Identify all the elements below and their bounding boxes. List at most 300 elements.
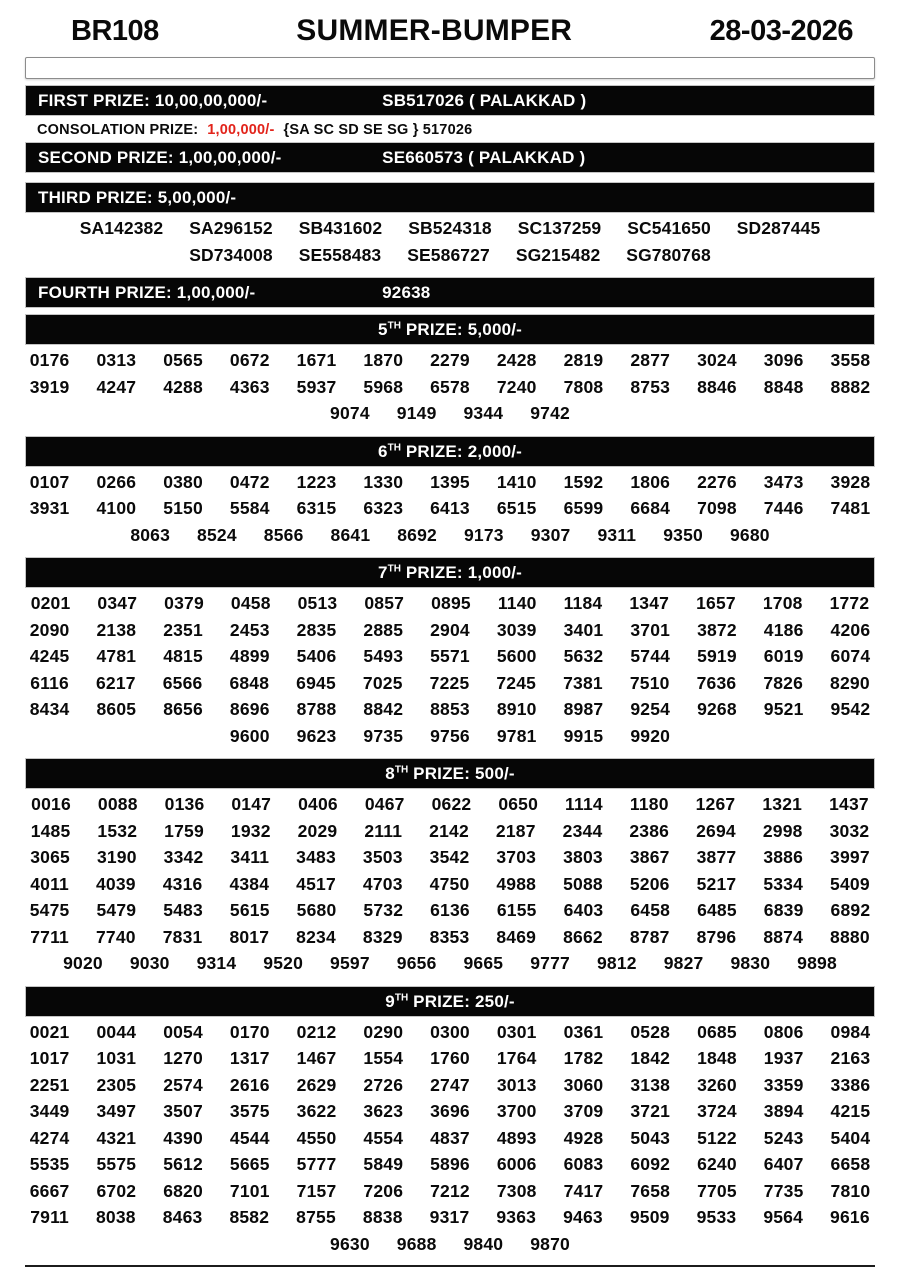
ticket-number: 3411: [230, 847, 270, 867]
ticket-number: 7225: [429, 672, 470, 693]
fourth-prize-bar: [25, 277, 875, 308]
number-row: [25, 1019, 875, 1046]
ticket-number: 1848: [697, 1048, 737, 1068]
ticket-number: SD734008: [189, 244, 273, 265]
ticket-number: 6092: [630, 1154, 671, 1174]
ticket-number: 8524: [197, 524, 237, 545]
consolation-row: [25, 116, 875, 140]
ticket-number: 9463: [563, 1207, 603, 1227]
ticket-number: 8063: [130, 524, 171, 545]
ticket-number: 5122: [697, 1127, 737, 1148]
fifth-prize-header: [25, 314, 875, 345]
ticket-number: 8755: [296, 1207, 336, 1227]
second-prize-winner: SE660573 ( PALAKKAD ): [382, 148, 586, 167]
ticket-number: 5493: [363, 646, 404, 666]
third-prize-numbers: [25, 213, 875, 271]
ticket-number: 7658: [630, 1180, 671, 1201]
ticket-number: 0170: [229, 1021, 270, 1042]
ticket-number: 4288: [163, 376, 203, 397]
ticket-number: 0672: [229, 350, 270, 370]
ticket-number: 5632: [563, 646, 604, 666]
ticket-number: 3013: [496, 1074, 537, 1095]
ticket-number: 6848: [229, 672, 270, 693]
ticket-number: SA142382: [79, 218, 164, 238]
ticket-number: 4703: [362, 873, 403, 894]
ticket-number: 8696: [229, 699, 270, 719]
ticket-number: 5612: [163, 1154, 203, 1174]
ticket-number: 9020: [63, 953, 103, 973]
ticket-number: 5483: [163, 900, 203, 920]
ticket-number: 5744: [630, 646, 671, 666]
ticket-number: 7911: [30, 1207, 69, 1227]
ticket-number: 3558: [830, 350, 871, 370]
ticket-number: 0147: [231, 794, 272, 814]
number-row: [25, 1204, 875, 1231]
ticket-number: 0290: [363, 1021, 404, 1042]
number-row: [25, 643, 875, 670]
ticket-number: 0088: [97, 794, 138, 814]
prize-ordinal-suffix: TH: [394, 764, 409, 776]
ticket-number: 4039: [95, 873, 136, 894]
prize-amount-label: PRIZE: 1,000/-: [400, 563, 523, 582]
ticket-number: 2251: [29, 1074, 70, 1095]
fifth-prize-numbers: [25, 345, 875, 430]
number-row: [25, 670, 875, 697]
ticket-number: 4186: [763, 619, 804, 640]
ticket-number: 5243: [763, 1127, 804, 1148]
ticket-number: 3867: [629, 847, 670, 867]
ticket-number: 0347: [97, 593, 138, 613]
number-row: [25, 897, 875, 924]
ticket-number: 4517: [296, 873, 336, 894]
prize-ordinal: 8: [385, 764, 395, 783]
ticket-number: 2453: [229, 619, 270, 640]
ticket-number: SD287445: [736, 218, 821, 238]
ticket-number: 8753: [630, 376, 671, 397]
ticket-number: 3803: [563, 847, 603, 867]
number-row: [25, 617, 875, 644]
number-row: [25, 1045, 875, 1072]
ticket-number: 8853: [430, 699, 470, 719]
ticket-number: 3359: [763, 1074, 804, 1095]
ticket-number: 3473: [763, 471, 804, 492]
ticket-number: 1657: [696, 593, 736, 613]
ticket-number: 4215: [830, 1101, 871, 1121]
ticket-number: 1485: [30, 820, 71, 841]
ticket-number: 6945: [296, 672, 336, 693]
ticket-number: 6599: [563, 498, 604, 518]
ticket-number: 4390: [163, 1127, 203, 1148]
ticket-number: 6323: [363, 498, 404, 518]
ticket-number: 4544: [229, 1127, 270, 1148]
number-row: [25, 924, 875, 951]
ticket-number: 5849: [363, 1154, 404, 1174]
ticket-number: 2904: [430, 619, 470, 640]
ticket-number: 5600: [496, 646, 537, 666]
ticket-number: 4321: [96, 1127, 137, 1148]
ticket-number: 5777: [296, 1154, 337, 1174]
ticket-number: 2090: [29, 619, 70, 640]
ticket-number: 9735: [363, 725, 404, 746]
prize-ordinal-suffix: TH: [387, 320, 401, 332]
number-row: [25, 215, 875, 242]
fourth-prize-label: FOURTH PRIZE: 1,00,000/-: [38, 283, 256, 302]
ticket-number: 3872: [697, 619, 737, 640]
ticket-number: 4837: [430, 1127, 470, 1148]
ticket-number: 9665: [463, 953, 504, 973]
ticket-number: 2279: [430, 350, 470, 370]
ticket-number: 4815: [163, 646, 203, 666]
number-row: [25, 950, 875, 977]
ticket-number: 4206: [830, 619, 871, 640]
ticket-number: 3449: [29, 1101, 70, 1121]
ticket-number: 1467: [296, 1048, 337, 1068]
ticket-number: 3483: [296, 847, 336, 867]
ticket-number: SE586727: [407, 244, 490, 265]
ticket-number: 1806: [630, 471, 671, 492]
ticket-number: 3575: [229, 1101, 270, 1121]
ticket-number: 5088: [563, 873, 603, 894]
ticket-number: 9830: [730, 953, 771, 973]
ticket-number: 1031: [96, 1048, 137, 1068]
ticket-number: 9781: [496, 725, 537, 746]
third-prize-label: THIRD PRIZE: 5,00,000/-: [38, 188, 237, 207]
ticket-number: 2111: [364, 820, 403, 841]
ticket-number: 1267: [695, 794, 736, 814]
ticket-number: 9173: [463, 524, 504, 545]
ticket-number: 4011: [30, 873, 69, 894]
ticket-number: 5150: [163, 498, 203, 518]
ticket-number: 0458: [230, 593, 271, 613]
ticket-number: 5206: [629, 873, 670, 894]
ticket-number: 0300: [430, 1021, 470, 1042]
ticket-number: 5575: [96, 1154, 137, 1174]
ticket-number: 9344: [463, 403, 504, 423]
ticket-number: 3724: [697, 1101, 737, 1121]
ticket-number: 7510: [629, 672, 670, 693]
seventh-prize-numbers: [25, 588, 875, 752]
ticket-number: 5406: [296, 646, 337, 666]
ticket-number: 7636: [696, 672, 737, 693]
ticket-number: 9314: [196, 953, 237, 973]
ticket-number: 3701: [630, 619, 671, 640]
ticket-number: 8787: [629, 926, 670, 947]
ticket-number: 1270: [163, 1048, 203, 1068]
ticket-number: 5919: [697, 646, 737, 666]
ticket-number: 6667: [29, 1180, 70, 1201]
ticket-number: 3024: [697, 350, 737, 370]
ticket-number: 8838: [362, 1207, 403, 1227]
ticket-number: 9030: [129, 953, 170, 973]
ticket-number: 9656: [396, 953, 437, 973]
prize-ordinal: 7: [377, 563, 388, 582]
number-row: [25, 791, 875, 818]
ticket-number: 5404: [830, 1127, 871, 1148]
ticket-number: 0857: [364, 593, 405, 613]
ticket-number: 1772: [829, 593, 870, 613]
ticket-number: 7481: [830, 498, 871, 518]
ticket-number: 6217: [95, 672, 136, 693]
draw-code: BR108: [71, 15, 159, 47]
prize-amount-label: PRIZE: 500/-: [408, 764, 515, 783]
ticket-number: 2616: [229, 1074, 270, 1095]
ticket-number: 2574: [163, 1074, 203, 1095]
ticket-number: 1347: [629, 593, 670, 613]
ticket-number: 0685: [697, 1021, 737, 1042]
ticket-number: SE558483: [298, 244, 382, 265]
ticket-number: 7212: [430, 1180, 470, 1201]
ticket-number: 7206: [363, 1180, 404, 1201]
first-prize-winner: SB517026 ( PALAKKAD ): [382, 91, 587, 110]
second-prize-bar: [25, 142, 875, 173]
ticket-number: 8987: [563, 699, 604, 719]
ticket-number: 9827: [663, 953, 704, 973]
ticket-number: 5217: [696, 873, 737, 894]
ticket-number: 2835: [296, 619, 337, 640]
ticket-number: 9777: [530, 953, 570, 973]
ticket-number: 9756: [430, 725, 470, 746]
ticket-number: 0528: [630, 1021, 671, 1042]
ticket-number: 6820: [163, 1180, 203, 1201]
number-row: [25, 1178, 875, 1205]
ticket-number: 2142: [429, 820, 469, 841]
ticket-number: 1870: [363, 350, 404, 370]
ticket-number: 4247: [96, 376, 137, 397]
ticket-number: 1017: [29, 1048, 70, 1068]
ticket-number: 2029: [297, 820, 338, 841]
ticket-number: 8469: [496, 926, 537, 947]
ticket-number: 2629: [296, 1074, 337, 1095]
ticket-number: 6074: [830, 646, 871, 666]
ticket-number: 8290: [830, 672, 870, 693]
ticket-number: 3877: [696, 847, 737, 867]
number-row: [25, 590, 875, 617]
ticket-number: 3700: [496, 1101, 537, 1121]
ticket-number: 1937: [763, 1048, 804, 1068]
ticket-number: 6407: [763, 1154, 804, 1174]
number-row: [25, 1151, 875, 1178]
ticket-number: 4750: [429, 873, 470, 894]
ticket-number: 1437: [829, 794, 869, 814]
ticket-number: 9564: [763, 1207, 804, 1227]
ticket-number: 8463: [162, 1207, 203, 1227]
ticket-number: 7810: [830, 1180, 871, 1201]
ticket-number: 8848: [763, 376, 804, 397]
ticket-number: 1395: [430, 471, 470, 492]
prize-amount-label: PRIZE: 2,000/-: [400, 441, 523, 461]
ticket-number: 9363: [496, 1207, 537, 1227]
ticket-number: 9533: [696, 1207, 737, 1227]
ticket-number: 2694: [696, 820, 736, 841]
ticket-number: 3096: [763, 350, 804, 370]
ticket-number: 9870: [530, 1233, 570, 1254]
ticket-number: 0044: [96, 1021, 137, 1042]
ticket-number: 0054: [163, 1021, 203, 1042]
ticket-number: 0380: [163, 471, 203, 492]
ticket-number: 3623: [363, 1101, 404, 1121]
ticket-number: 4554: [363, 1127, 404, 1148]
ticket-number: 5584: [229, 498, 270, 518]
ticket-number: 9680: [729, 524, 770, 545]
ticket-number: 0021: [29, 1021, 70, 1042]
ticket-number: 9520: [263, 953, 304, 973]
ticket-number: 6684: [630, 498, 671, 518]
ticket-number: 6458: [630, 900, 671, 920]
ticket-number: 9688: [396, 1233, 437, 1254]
ticket-number: SB431602: [298, 218, 383, 238]
ticket-number: 9509: [629, 1207, 670, 1227]
ticket-number: 3260: [697, 1074, 737, 1095]
ticket-number: 6006: [496, 1154, 537, 1174]
ticket-number: 6240: [697, 1154, 737, 1174]
ticket-number: 8656: [163, 699, 203, 719]
ticket-number: 2747: [430, 1074, 470, 1095]
ticket-number: 4988: [496, 873, 537, 894]
ticket-number: 7417: [563, 1180, 604, 1201]
ticket-number: 5968: [363, 376, 404, 397]
ticket-number: 9630: [330, 1233, 370, 1254]
ticket-number: 3928: [830, 471, 871, 492]
ticket-number: 7098: [697, 498, 737, 518]
ticket-number: 9307: [530, 524, 571, 545]
ticket-number: 0472: [229, 471, 270, 492]
ticket-number: 5680: [296, 900, 337, 920]
prize-ordinal: 9: [385, 991, 395, 1011]
ticket-number: 8846: [697, 376, 737, 397]
ticket-number: 2163: [830, 1048, 871, 1068]
ticket-number: 1764: [496, 1048, 537, 1068]
ticket-number: 9254: [630, 699, 671, 719]
ticket-number: 0107: [29, 471, 70, 492]
ticket-number: 3039: [496, 619, 537, 640]
prize-ordinal-suffix: TH: [387, 563, 401, 575]
ticket-number: 3721: [630, 1101, 671, 1121]
ticket-number: 9915: [563, 725, 604, 746]
blank-entry-box[interactable]: [25, 57, 875, 79]
ticket-number: 5665: [229, 1154, 270, 1174]
ticket-number: 1184: [563, 593, 603, 613]
ticket-number: 6658: [830, 1154, 871, 1174]
ticket-number: 9542: [830, 699, 871, 719]
ticket-number: 6839: [763, 900, 804, 920]
ticket-number: 5615: [229, 900, 270, 920]
sixth-prize-numbers: [25, 467, 875, 552]
ticket-number: 9311: [597, 524, 637, 545]
ticket-number: 0622: [431, 794, 472, 814]
ticket-number: 8234: [296, 926, 336, 947]
ticket-number: 9600: [229, 725, 270, 746]
ticket-number: 6403: [563, 900, 604, 920]
ticket-number: 0513: [297, 593, 338, 613]
number-row: [25, 723, 875, 750]
ticket-number: SC541650: [627, 218, 711, 238]
ticket-number: 6515: [496, 498, 537, 518]
ticket-number: 7157: [296, 1180, 337, 1201]
ticket-number: 7705: [697, 1180, 737, 1201]
ticket-number: 7711: [30, 926, 69, 947]
fourth-prize-winner: 92638: [382, 283, 431, 302]
ticket-number: 6019: [763, 646, 804, 666]
ticket-number: 1592: [563, 471, 604, 492]
ticket-number: 8434: [29, 699, 70, 719]
ticket-number: SG780768: [626, 244, 711, 265]
ticket-number: 7240: [496, 376, 537, 397]
ticket-number: 3542: [429, 847, 470, 867]
ticket-number: 6315: [296, 498, 337, 518]
ticket-number: 6116: [30, 672, 69, 693]
ticket-number: 2726: [363, 1074, 404, 1095]
ticket-number: 5334: [763, 873, 804, 894]
ticket-number: 0136: [164, 794, 205, 814]
prize-amount-label: PRIZE: 250/-: [408, 991, 515, 1011]
ticket-number: 4550: [296, 1127, 337, 1148]
ticket-number: 2276: [697, 471, 737, 492]
number-row: [25, 242, 875, 269]
ticket-number: 1140: [497, 593, 537, 613]
ticket-number: 1708: [762, 593, 803, 613]
title-bar: [25, 8, 875, 52]
consolation-amount: 1,00,000/-: [207, 122, 275, 138]
ticket-number: 0806: [763, 1021, 804, 1042]
page-title: SUMMER-BUMPER: [296, 14, 573, 47]
ticket-number: 1842: [630, 1048, 671, 1068]
ticket-number: 2428: [496, 350, 537, 370]
ticket-number: 6155: [496, 900, 537, 920]
ticket-number: 4781: [96, 646, 137, 666]
ticket-number: 8842: [363, 699, 404, 719]
ticket-number: 4316: [162, 873, 203, 894]
prize-amount-label: PRIZE: 5,000/-: [400, 320, 523, 339]
sixth-prize-header: [25, 436, 875, 467]
ticket-number: 0201: [30, 593, 71, 613]
ticket-number: 3401: [563, 619, 604, 640]
ticket-number: 7381: [563, 672, 603, 693]
ticket-number: 1782: [563, 1048, 604, 1068]
ticket-number: 3032: [829, 820, 870, 841]
ticket-number: 8641: [330, 524, 371, 545]
ticket-number: 3703: [496, 847, 537, 867]
ticket-number: 3503: [362, 847, 403, 867]
ticket-number: 7826: [763, 672, 804, 693]
ticket-number: 0301: [496, 1021, 537, 1042]
ticket-number: 2351: [163, 619, 203, 640]
ticket-number: 3622: [296, 1101, 337, 1121]
number-row: [25, 871, 875, 898]
ticket-number: 3507: [163, 1101, 203, 1121]
number-row: [25, 1125, 875, 1152]
ticket-number: 0467: [364, 794, 405, 814]
ticket-number: 8017: [229, 926, 270, 947]
ticket-number: 6578: [430, 376, 470, 397]
ticket-number: 6083: [563, 1154, 604, 1174]
ticket-number: 0650: [498, 794, 539, 814]
ticket-number: 8662: [563, 926, 603, 947]
ticket-number: 3065: [30, 847, 70, 867]
ticket-number: 1932: [230, 820, 271, 841]
number-row: [25, 1072, 875, 1099]
number-row: [25, 1231, 875, 1258]
ticket-number: 3997: [830, 847, 870, 867]
ticket-number: 3931: [29, 498, 70, 518]
ticket-number: 1671: [296, 350, 337, 370]
second-prize-label: SECOND PRIZE: 1,00,00,000/-: [38, 148, 282, 167]
number-row: [25, 495, 875, 522]
number-row: [25, 469, 875, 496]
ticket-number: 1223: [296, 471, 337, 492]
ticket-number: SC137259: [517, 218, 602, 238]
ticket-number: 8582: [229, 1207, 270, 1227]
ticket-number: 9623: [296, 725, 337, 746]
